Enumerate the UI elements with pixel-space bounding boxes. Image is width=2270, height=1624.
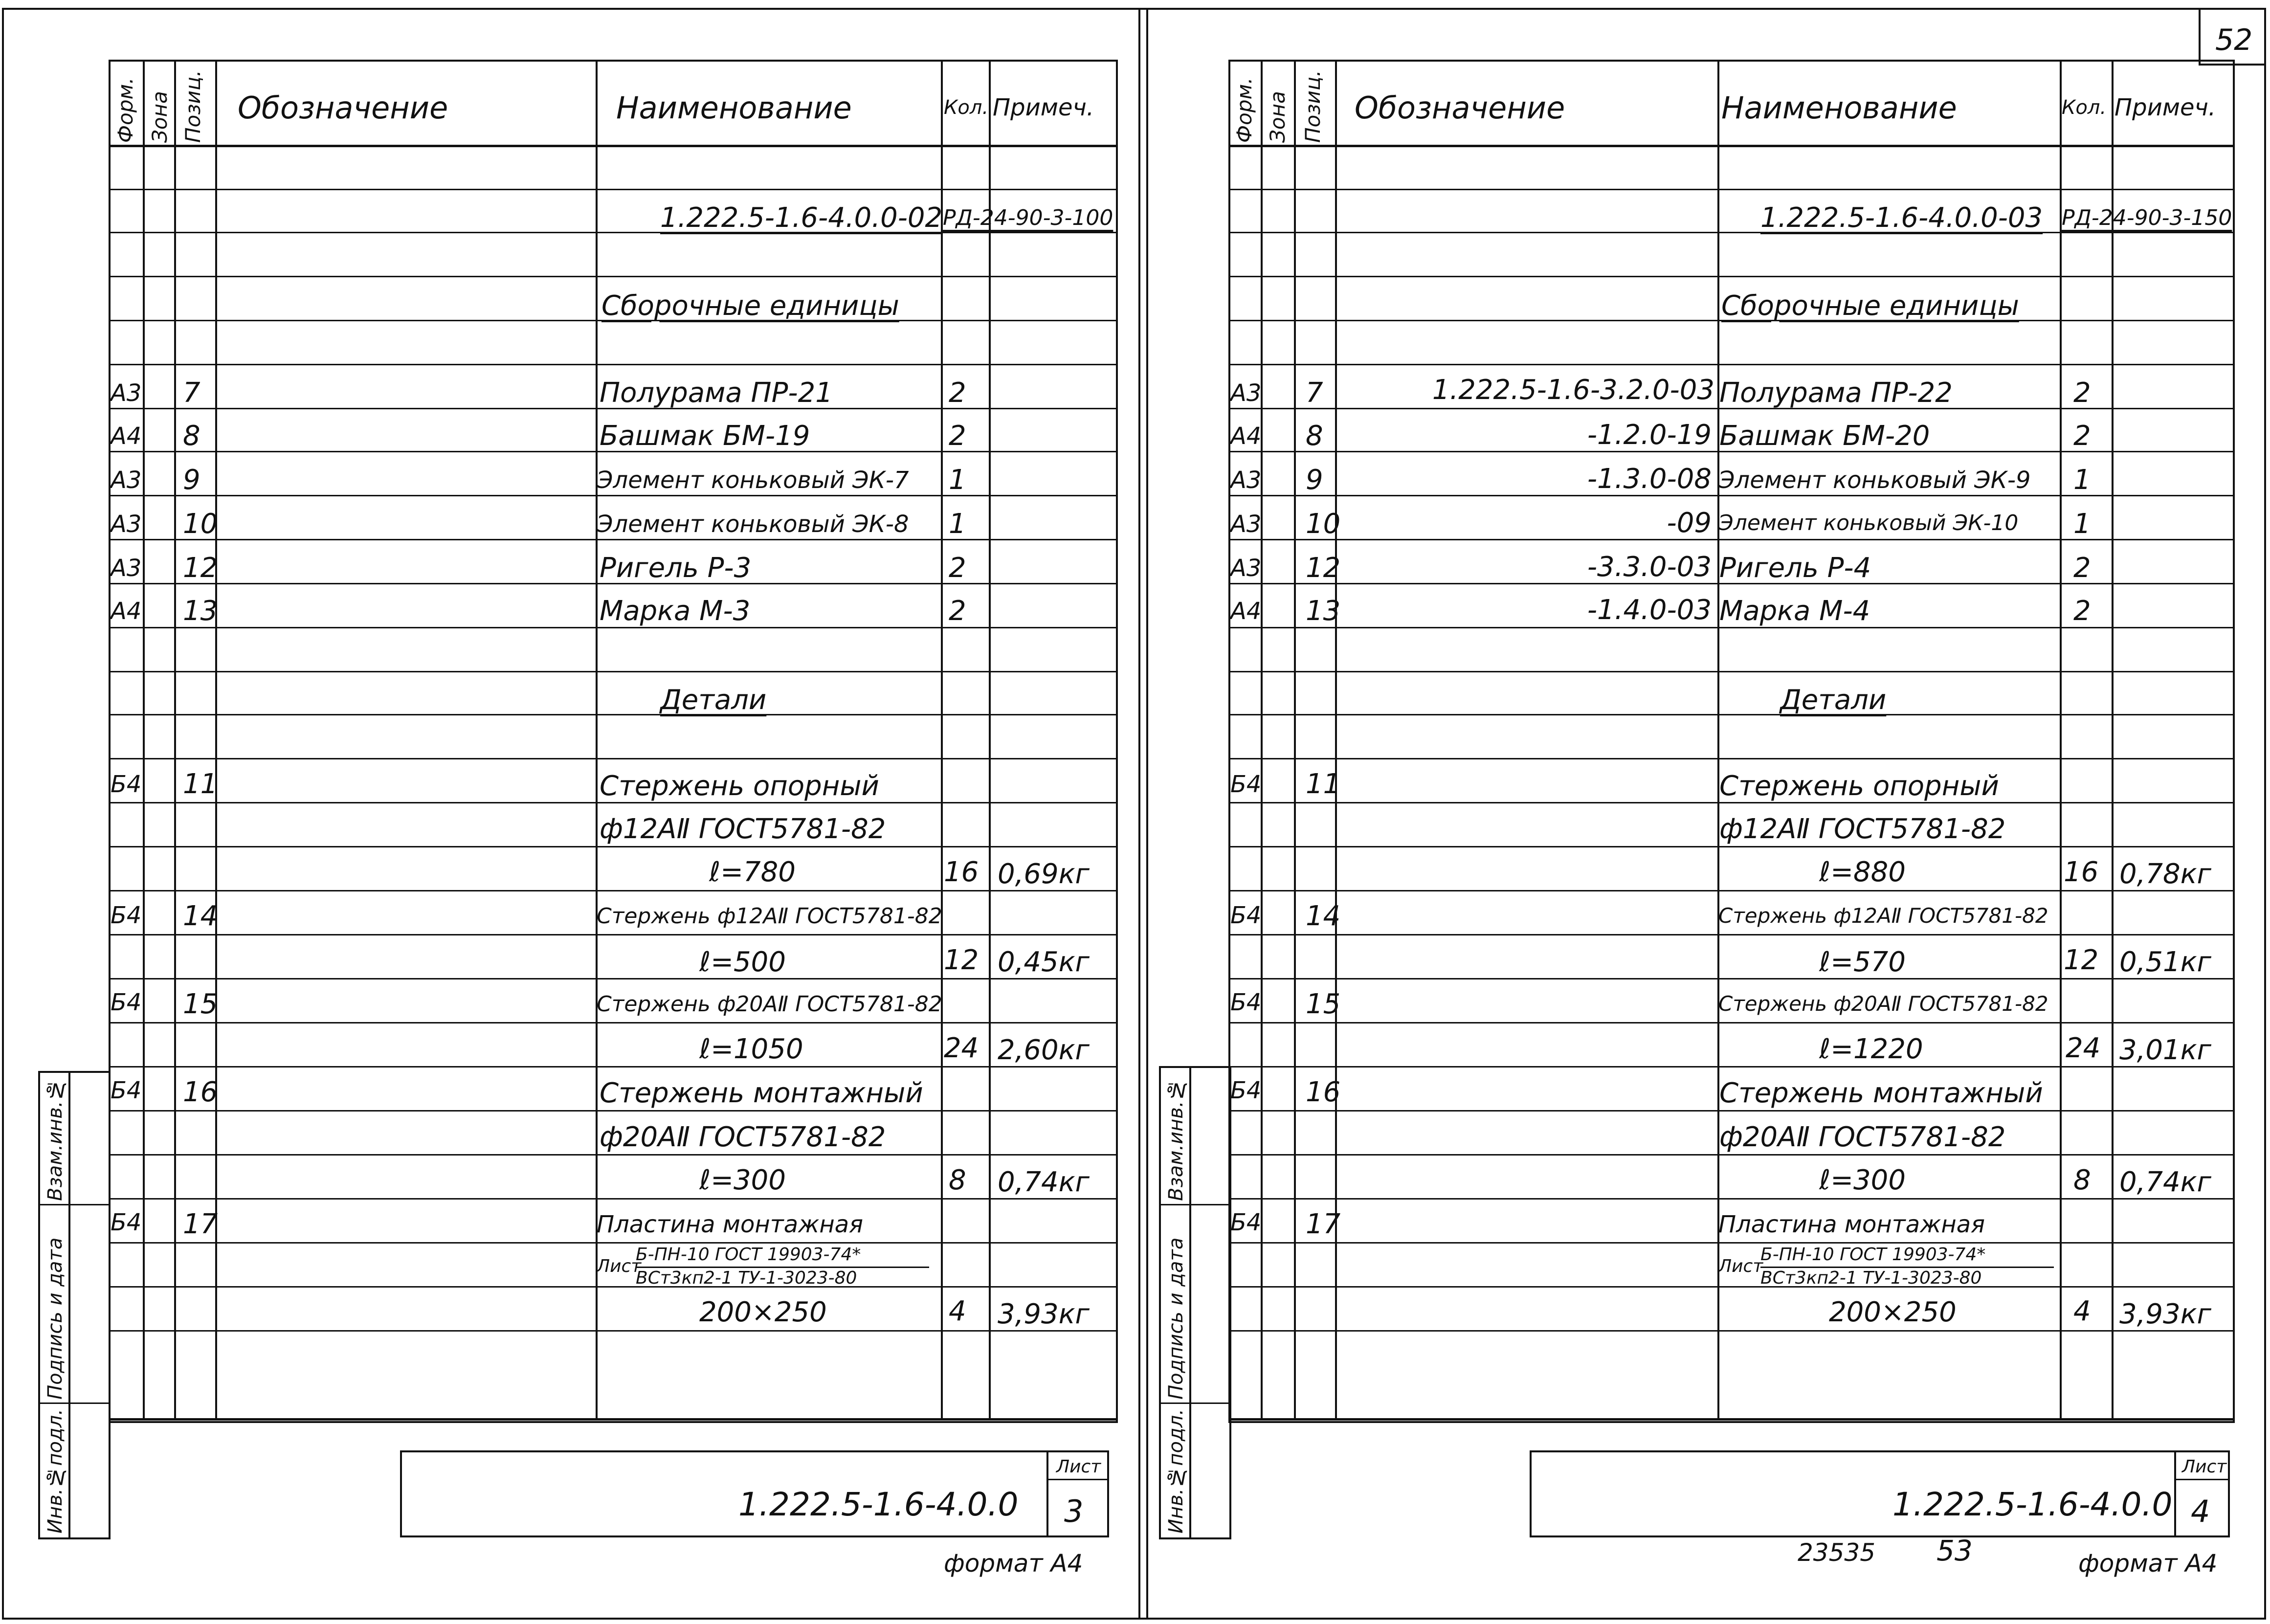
left-row-pos: 13 [183,595,218,627]
left-part-line1: Стержень ф20АⅡ ГОСТ5781-82 [597,992,942,1017]
left-part-line1: Пластина монтажная [597,1211,864,1238]
left-stamp-designation: 1.222.5-1.6-4.0.0 [738,1486,1019,1523]
right-row-designation: 1.222.5-1.6-3.2.0-03 [1432,374,1714,406]
left-part-frac-bottom: ВСт3кп2-1 ТУ-1-3023-80 [636,1268,857,1288]
left-doc-note: РД-24-90-3-100 [943,205,1113,230]
right-col-line-6 [2112,60,2114,1419]
right-section-parts: Детали [1780,684,1887,716]
left-stamp-sheet-label: Лист [1056,1457,1101,1477]
right-part-qty: 24 [2066,1032,2101,1064]
right-header-line [1228,145,2233,147]
right-part-pos: 14 [1306,900,1341,932]
right-row-pos: 12 [1306,552,1341,584]
right-row-form: А4 [1230,598,1262,625]
right-doc-designation: 1.222.5-1.6-4.0.0-03 [1760,202,2043,234]
left-part-line1: Стержень монтажный [600,1077,923,1109]
right-row-name: Ригель Р-4 [1719,552,1871,584]
right-row-line [1228,276,2233,277]
left-part-line1: Стержень ф12АⅡ ГОСТ5781-82 [597,904,942,929]
left-row-qty: 2 [949,552,966,584]
right-part-line3: ℓ=880 [1819,856,1906,888]
left-part-qty: 16 [944,856,979,888]
right-row-qty: 1 [2073,508,2091,540]
right-row-name: Элемент коньковый ЭК-10 [1718,511,2019,535]
left-part-note: 3,93кг [998,1298,1090,1330]
right-col-line-5 [2060,60,2062,1419]
right-part-frac-top: Б-ПН-10 ГОСТ 19903-74* [1760,1245,1986,1265]
right-part-line1: Стержень опорный [1719,770,1999,802]
left-row-form: А3 [111,555,142,582]
left-part-form: Б4 [111,1209,142,1236]
left-row-pos: 7 [183,377,200,409]
left-row-qty: 2 [949,420,966,452]
right-row-line [1228,189,2233,190]
right-stamp-sheet: 4 [2191,1493,2210,1529]
right-part-form: Б4 [1230,1209,1262,1236]
right-row-form: А3 [1230,379,1262,407]
right-row-line [1228,671,2233,672]
left-part-line1: Стержень опорный [600,770,879,802]
right-part-pos: 11 [1306,768,1341,800]
right-part-qty: 4 [2073,1295,2091,1327]
right-row-line [1228,1110,2233,1112]
left-part-frac-top: Б-ПН-10 ГОСТ 19903-74* [636,1245,861,1265]
left-part-form: Б4 [111,902,142,929]
right-row-qty: 2 [2073,552,2091,584]
left-row-name: Элемент коньковый ЭК-7 [597,467,909,494]
right-row-pos: 13 [1306,595,1341,627]
right-row-line [1228,714,2233,715]
right-part-frac-bottom: ВСт3кп2-1 ТУ-1-3023-80 [1760,1268,1982,1288]
left-section-assembly: Сборочные единицы [601,290,899,322]
right-hdr-name: Наименование [1721,90,1957,126]
right-table-bottom [1228,1418,2233,1421]
right-hdr-zone: Зона [1266,91,1290,143]
left-part-pos: 15 [183,988,218,1020]
right-side-divider [1189,1066,1191,1537]
right-row-form: А4 [1230,423,1262,450]
left-part-note: 2,60кг [998,1034,1090,1066]
left-row-name: Марка М-3 [600,595,751,627]
right-part-line1: Стержень ф20АⅡ ГОСТ5781-82 [1718,992,2048,1016]
right-row-line [1228,890,2233,891]
left-part-line3: 200×250 [699,1296,827,1328]
right-page-no: 53 [1936,1534,1973,1567]
left-part-qty: 12 [944,944,979,976]
left-section-parts: Детали [660,684,767,716]
right-part-note: 0,51кг [2119,946,2211,978]
left-row-pos: 8 [183,420,200,452]
right-side-vzam: Взам.инв.№ [1165,1078,1187,1201]
left-row-name: Башмак БМ-19 [600,420,810,452]
right-part-line2: ℓ=570 [1819,946,1906,978]
left-part-note: 0,74кг [998,1166,1090,1198]
right-side-inv: Инв.№подл. [1165,1409,1187,1534]
left-part-qty: 24 [944,1032,979,1064]
left-hdr-note: Примеч. [993,94,1094,121]
right-part-qty: 8 [2073,1164,2091,1196]
right-part-form: Б4 [1230,902,1262,929]
left-row-form: А3 [111,511,142,538]
left-part-qty: 8 [949,1164,966,1196]
right-row-line [1228,1066,2233,1068]
left-row-name: Ригель Р-3 [600,552,752,584]
right-hdr-qty: Кол. [2062,96,2107,119]
left-part-line2: ф12АⅡ ГОСТ5781-82 [600,813,886,845]
right-hdr-designation: Обозначение [1355,90,1565,126]
page-number: 52 [2215,23,2253,57]
right-row-designation: -09 [1667,507,1712,539]
left-row-qty: 2 [949,377,966,409]
right-part-note: 0,74кг [2119,1166,2211,1198]
right-stamp-sheet-label: Лист [2182,1457,2227,1477]
right-row-line [1228,802,2233,803]
right-row-designation: -1.4.0-03 [1587,594,1712,626]
right-row-form: А3 [1230,555,1262,582]
right-part-pos: 16 [1306,1076,1341,1108]
right-part-form: Б4 [1230,771,1262,798]
left-row-form: А3 [111,467,142,494]
left-row-name: Элемент коньковый ЭК-8 [597,511,909,538]
right-row-designation: -3.3.0-03 [1587,551,1712,583]
left-hdr-qty: Кол. [944,96,989,119]
left-part-line3: ℓ=300 [699,1164,786,1196]
left-side-podpis: Подпись и дата [44,1237,67,1400]
right-row-line [1228,1154,2233,1156]
left-hdr-designation: Обозначение [238,90,448,126]
right-row-line [1228,934,2233,935]
right-row-line [1228,232,2233,233]
right-row-pos: 10 [1306,508,1341,540]
left-part-pos: 11 [183,768,218,800]
left-format: формат А4 [944,1549,1083,1578]
right-row-line [1228,1330,2233,1332]
left-row-qty: 1 [949,464,966,496]
left-part-form: Б4 [111,1077,142,1104]
right-part-line2: ф20АⅡ ГОСТ5781-82 [1719,1121,2006,1153]
right-stamp-divider [2174,1450,2176,1535]
right-archive-no: 23535 [1798,1538,1876,1567]
right-doc-note: РД-24-90-3-150 [2062,205,2232,230]
right-part-note: 3,01кг [2119,1034,2211,1066]
right-part-qty: 16 [2064,856,2099,888]
right-row-qty: 2 [2073,595,2091,627]
right-row-pos: 7 [1306,377,1323,409]
right-row-line [1228,846,2233,847]
right-part-line1: Стержень монтажный [1719,1077,2043,1109]
right-stamp-designation: 1.222.5-1.6-4.0.0 [1892,1486,2173,1523]
left-doc-designation: 1.222.5-1.6-4.0.0-02 [660,202,943,234]
right-row-line [1228,364,2233,365]
right-hdr-note: Примеч. [2114,94,2216,121]
right-side-podpis: Подпись и дата [1165,1237,1187,1400]
left-stamp-sheet: 3 [1064,1493,1084,1529]
right-row-name: Полурама ПР-22 [1719,377,1953,409]
right-row-name: Марка М-4 [1719,595,1870,627]
right-format: формат А4 [2078,1549,2218,1578]
right-row-qty: 2 [2073,377,2091,409]
left-part-form: Б4 [111,989,142,1016]
left-hdr-pos: Позиц. [181,70,205,143]
left-row-form: А4 [111,423,142,450]
right-row-designation: -1.3.0-08 [1587,463,1712,495]
right-part-prefix: Лист [1718,1256,1763,1276]
left-row-pos: 10 [183,508,218,540]
right-row-pos: 9 [1306,464,1323,496]
left-row-pos: 12 [183,552,218,584]
right-row-line [1228,1198,2233,1200]
right-side-hline [1159,1204,1229,1205]
left-part-note: 0,69кг [998,858,1090,890]
right-hdr-form: Форм. [1232,77,1256,143]
right-part-line3: ℓ=300 [1819,1164,1906,1196]
right-section-assembly: Сборочные единицы [1721,290,2019,322]
right-part-note: 0,78кг [2119,858,2211,890]
left-hdr-form: Форм. [113,77,137,143]
right-hdr-pos: Позиц. [1301,70,1325,143]
left-part-prefix: Лист [597,1256,642,1276]
right-row-form: А3 [1230,511,1262,538]
right-row-line [1228,627,2233,628]
left-hdr-name: Наименование [616,90,852,126]
right-part-line3: 200×250 [1829,1296,1957,1328]
left-row-pos: 9 [183,464,200,496]
left-part-pos: 14 [183,900,218,932]
left-part-form: Б4 [111,771,142,798]
right-row-qty: 1 [2073,464,2091,496]
right-part-line2: ф12АⅡ ГОСТ5781-82 [1719,813,2006,845]
left-side-vzam: Взам.инв.№ [44,1078,67,1201]
right-part-note: 3,93кг [2119,1298,2211,1330]
left-part-note: 0,45кг [998,946,1090,978]
right-part-pos: 17 [1306,1208,1341,1240]
right-row-line [1228,1022,2233,1023]
left-row-qty: 1 [949,508,966,540]
right-row-name: Элемент коньковый ЭК-9 [1718,467,2031,494]
left-part-pos: 16 [183,1076,218,1108]
left-row-qty: 2 [949,595,966,627]
right-part-form: Б4 [1230,1077,1262,1104]
right-row-pos: 8 [1306,420,1323,452]
right-stamp-hdivider [2174,1479,2228,1480]
right-col-line-2 [1294,60,1296,1419]
left-hdr-zone: Зона [148,91,172,143]
right-row-name: Башмак БМ-20 [1719,420,1930,452]
right-part-form: Б4 [1230,989,1262,1016]
left-part-line2: ф20АⅡ ГОСТ5781-82 [600,1121,886,1153]
right-part-line2: ℓ=1220 [1819,1033,1923,1065]
left-part-line2: ℓ=500 [699,946,786,978]
right-row-line [1228,1286,2233,1288]
right-row-line [1228,1242,2233,1244]
left-side-inv: Инв.№подл. [44,1409,67,1534]
left-part-pos: 17 [183,1208,218,1240]
left-part-line2: ℓ=1050 [699,1033,803,1065]
right-part-qty: 12 [2064,944,2099,976]
left-part-qty: 4 [949,1295,966,1327]
right-part-line1: Пластина монтажная [1718,1211,1985,1238]
left-row-name: Полурама ПР-21 [600,377,833,409]
right-row-form: А3 [1230,467,1262,494]
right-side-hline [1159,1402,1229,1404]
left-part-line3: ℓ=780 [709,856,796,888]
left-row-form: А3 [111,379,142,407]
left-row-form: А4 [111,598,142,625]
right-part-pos: 15 [1306,988,1341,1020]
right-part-line1: Стержень ф12АⅡ ГОСТ5781-82 [1718,904,2048,928]
right-row-qty: 2 [2073,420,2091,452]
right-row-line [1228,978,2233,979]
right-row-designation: -1.2.0-19 [1587,419,1712,451]
right-row-line [1228,758,2233,759]
